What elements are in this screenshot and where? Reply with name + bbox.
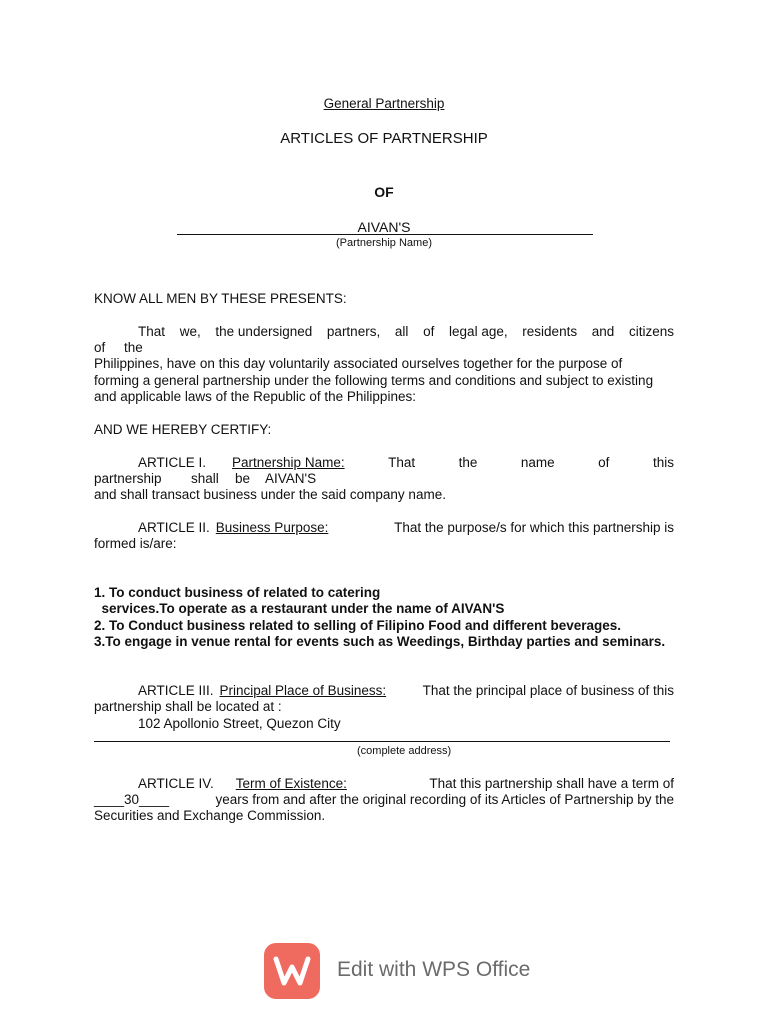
partnership-name: AIVAN'S bbox=[357, 219, 411, 235]
intro-heading: KNOW ALL MEN BY THESE PRESENTS: bbox=[94, 291, 347, 306]
article-2-line-1 bbox=[138, 520, 674, 537]
article-1-line-3: and shall transact business under the said company name. bbox=[94, 487, 446, 502]
article-1-line-1 bbox=[138, 455, 674, 472]
of-label: OF bbox=[374, 184, 394, 200]
article-4-line-1 bbox=[138, 776, 674, 793]
intro-line-4: forming a general partnership under the following terms and conditions and subject to existing bbox=[94, 373, 654, 388]
article-1-word: be bbox=[235, 471, 251, 486]
article-1-line-2 bbox=[94, 471, 316, 488]
article-3-line-1 bbox=[138, 683, 674, 700]
article-3-line-2: partnership shall be located at : bbox=[94, 699, 282, 714]
article-2-label: ARTICLE II. bbox=[138, 520, 210, 535]
intro-word: and bbox=[591, 324, 615, 339]
article-1-word: of bbox=[598, 455, 610, 470]
article-4-text-2: years from and after the original recording of its Articles of Partnership by the bbox=[215, 792, 674, 807]
article-1-word: name bbox=[520, 455, 555, 470]
article-1-word: this bbox=[652, 455, 674, 470]
intro-line-3: Philippines, have on this day voluntarily associated ourselves together for the purpose of bbox=[94, 356, 623, 371]
article-4-text: That this partnership shall have a term of bbox=[429, 776, 674, 791]
partnership-type: General Partnership bbox=[323, 96, 445, 111]
article-3-label: ARTICLE III. bbox=[138, 683, 214, 698]
intro-word: the undersigned bbox=[215, 324, 313, 339]
article-4-label: ARTICLE IV. bbox=[138, 776, 214, 791]
purpose-item-3: 3.To engage in venue rental for events such as Weedings, Birthday parties and seminars. bbox=[94, 634, 666, 649]
intro-line-1 bbox=[138, 324, 674, 341]
article-1-title: Partnership Name: bbox=[232, 455, 345, 470]
article-3-text: That the principal place of business of this bbox=[422, 683, 674, 698]
document-title: ARTICLES OF PARTNERSHIP bbox=[280, 130, 488, 147]
intro-word: That bbox=[138, 324, 166, 339]
purpose-item-1-cont: services.To operate as a restaurant under the name of AIVAN'S bbox=[94, 601, 505, 616]
address-underline bbox=[94, 741, 670, 742]
article-1-word: That bbox=[388, 455, 416, 470]
article-4-line-2 bbox=[94, 792, 674, 809]
article-4-line-3: Securities and Exchange Commission. bbox=[94, 808, 326, 823]
wps-w-icon bbox=[264, 943, 320, 999]
article-2-title: Business Purpose: bbox=[215, 520, 329, 535]
intro-word: of bbox=[423, 324, 435, 339]
intro-word: we, bbox=[179, 324, 201, 339]
article-1-word: AIVAN'S bbox=[265, 471, 317, 486]
intro-line-2: of the bbox=[94, 340, 143, 355]
intro-line-5: and applicable laws of the Republic of the Philippines: bbox=[94, 389, 416, 404]
article-1-label: ARTICLE I. bbox=[138, 455, 207, 470]
article-2-line-2: formed is/are: bbox=[94, 536, 177, 551]
article-1-word: partnership bbox=[94, 471, 162, 486]
intro-word: legal age, bbox=[449, 324, 508, 339]
business-address: 102 Apollonio Street, Quezon City bbox=[138, 716, 341, 731]
article-2-text: That the purpose/s for which this partnership is bbox=[394, 520, 674, 535]
intro-word: citizens bbox=[628, 324, 674, 339]
wps-office-logo[interactable] bbox=[264, 943, 320, 999]
partnership-name-caption: (Partnership Name) bbox=[336, 237, 432, 249]
article-3-title: Principal Place of Business: bbox=[219, 683, 387, 698]
article-1-word: the bbox=[458, 455, 478, 470]
purpose-item-2: 2. To Conduct business related to selling of Filipino Food and different beverages. bbox=[94, 618, 622, 633]
article-1-word: shall bbox=[191, 471, 219, 486]
purpose-item-1: 1. To conduct business of related to catering bbox=[94, 585, 381, 600]
intro-word: all bbox=[394, 324, 409, 339]
intro-word: residents bbox=[522, 324, 578, 339]
intro-word: partners, bbox=[326, 324, 381, 339]
address-caption: (complete address) bbox=[357, 745, 452, 757]
certify-heading: AND WE HEREBY CERTIFY: bbox=[94, 422, 272, 437]
term-years: ____30____ bbox=[94, 792, 170, 807]
wps-edit-link[interactable]: Edit with WPS Office bbox=[337, 958, 531, 981]
article-4-title: Term of Existence: bbox=[235, 776, 347, 791]
